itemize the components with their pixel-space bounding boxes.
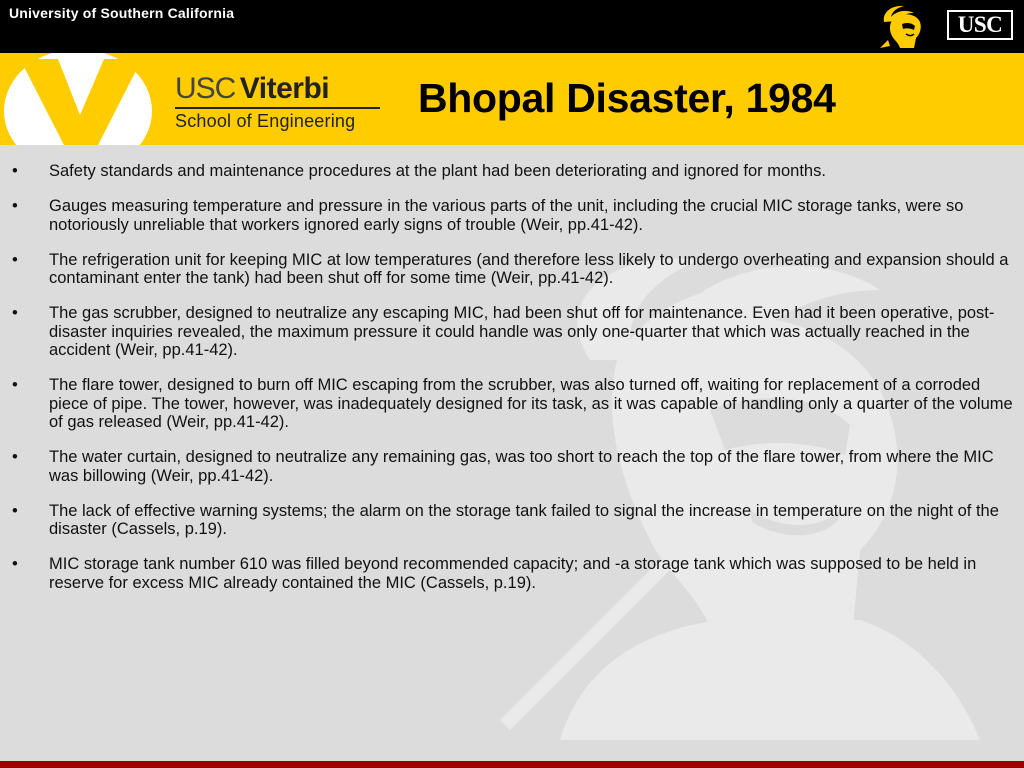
bullet-item: • The lack of effective warning systems; the alarm on the storage tank failed to signal the increase in temperature on the night of the disaster (Cassels, p.19). xyxy=(12,502,1016,539)
bullet-item: • Gauges measuring temperature and pressure in the various parts of the unit, including the crucial MIC storage tanks, were so notoriously unreliable that workers ignored early signs of trouble (Weir, pp.41-42). xyxy=(12,197,1016,234)
slide-title: Bhopal Disaster, 1984 xyxy=(418,75,836,121)
bullet-item: • The flare tower, designed to burn off MIC escaping from the scrubber, was also turned off, waiting for replacement of a corroded piece of pipe. The tower, however, was inadequately designed for its task, as it was capable of handling only a quarter of the volume of gas released (Weir, pp.41-42). xyxy=(12,376,1016,432)
bullet-item: • MIC storage tank number 610 was filled beyond recommended capacity; and -a storage tank which was supposed to be held in reserve for excess MIC already contained the MIC (Cassels, p.19). xyxy=(12,555,1016,592)
top-banner xyxy=(0,0,1024,53)
usc-badge-logo: USC xyxy=(947,10,1013,40)
university-name: University of Southern California xyxy=(9,5,235,21)
bottom-divider xyxy=(0,761,1024,768)
trojan-head-icon xyxy=(876,4,928,50)
logo-usc-text: USC xyxy=(175,72,236,105)
viterbi-school-logo xyxy=(170,69,382,133)
logo-divider xyxy=(175,107,380,109)
logo-viterbi-text: Viterbi xyxy=(239,72,330,105)
bullet-list xyxy=(12,162,1016,609)
bullet-item: • The refrigeration unit for keeping MIC at low temperatures (and therefore less likely to undergo overheating and expansion should a contaminant enter the tank) had been shut off for some time (Weir, pp.41-42). xyxy=(12,251,1016,288)
viterbi-v-icon xyxy=(0,53,160,145)
bullet-item: • The water curtain, designed to neutralize any remaining gas, was too short to reach the top of the flare tower, from where the MIC was billowing (Weir, pp.41-42). xyxy=(12,448,1016,485)
title-banner xyxy=(0,53,1024,145)
logo-school-text: School of Engineering xyxy=(175,111,356,131)
bullet-item: • Safety standards and maintenance procedures at the plant had been deteriorating and ignored for months. xyxy=(12,162,1016,181)
bullet-item: • The gas scrubber, designed to neutralize any escaping MIC, had been shut off for maintenance. Even had it been operative, post-disaster inquiries revealed, the maximum pressure it could handle was only one-quarter that which was actually reached in the accident (Weir, pp.41-42). xyxy=(12,304,1016,360)
